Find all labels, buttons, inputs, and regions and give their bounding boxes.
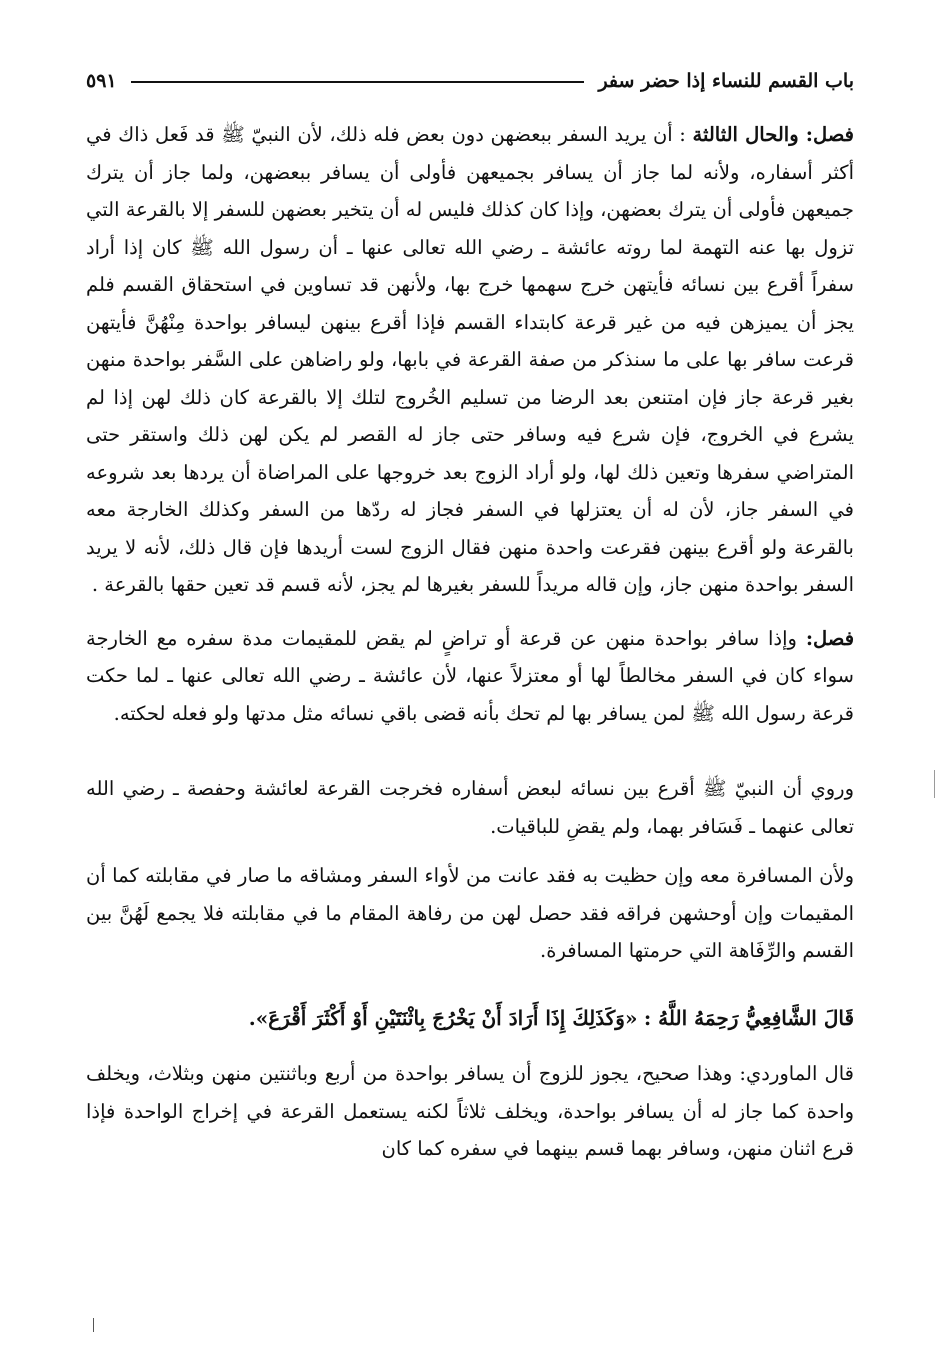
paragraph-text: قال الماوردي: وهذا صحيح، يجوز للزوج أن يسافر بواحدة من أربع وباثنتين منهن وبثلاث، ويخلف واحدة كما جاز له أن يسافر بواحدة، ويخلف ثلاثاً لكنه يستعمل القرعة في إخراج الواحدة فإذا قرع اثنان منهن، وسافر بهما قسم بينهما في سفره كما كان bbox=[86, 1062, 854, 1160]
paragraph-text: وروي أن النبيّ ﷺ أقرع بين نسائه لبعض أسفاره فخرجت القرعة لعائشة وحفصة ـ رضي الله تعالى عنهما ـ فَسَافر بهما، ولم يقضِ للباقيات. bbox=[86, 777, 854, 838]
book-page bbox=[86, 52, 854, 1342]
running-header bbox=[86, 52, 854, 92]
paragraph-narration bbox=[86, 770, 854, 845]
paragraph-reasoning bbox=[86, 857, 854, 970]
section-lead: فصل: والحال الثالثة bbox=[692, 123, 854, 146]
paragraph-traveling-wife bbox=[86, 620, 854, 733]
section-lead: فصل: bbox=[805, 626, 855, 650]
scan-artifact bbox=[93, 1318, 94, 1332]
quote-text: «وَكَذَلِكَ إِذَا أَرَادَ أَنْ يَخْرُجَ بِاثْنَتَيْنِ أَوْ أَكْثَرَ أَقْرَعَ». bbox=[248, 1005, 638, 1030]
paragraph-mawardi bbox=[86, 1055, 854, 1168]
shafii-quote bbox=[86, 1000, 854, 1038]
header-rule bbox=[131, 81, 585, 83]
paragraph-text: : أن يريد السفر ببعضهن دون بعض فله ذلك، لأن النبيّ ﷺ قد فَعل ذاك في أكثر أسفاره، ولأنه لما جاز أن يسافر بجميعهن فأولى أن يسافر ببعضهن، ولما جاز أن يترك جميعهن فأولى أن يترك بعضهن، وإذا كان كذلك فليس له أن يتخير بعضهن للسفر إلا بالقرعة التي تزول بها عنه التهمة لما روته عائشة ـ رضي الله تعالى عنها ـ أن رسول الله ﷺ كان إذا أراد سفراً أقرع بين نسائه فأيتهن خرج سهمها خرج بها، ولأنهن قد تساوين في استحقاق القسم فلم يجز أن يميزهن فيه من غير قرعة كابتداء القسم فإذا أقرع بينهن ليسافر بواحدة مِنْهُنَّ فأيتهن قرعت سافر بها على ما سنذكر من صفة القرعة في بابها، ولو راضاهن على السَّفر بواحدة منهن بغير قرعة جاز فإن امتنعن بعد الرضا من تسليم الخُروج لتلك إلا بالقرعة كان ذلك لهن إذا لم يشرع في الخروج، فإن شرع فيه وسافر حتى جاز له القصر لم يكن لهن ذلك واستقر حتى المتراضي سفرها وتعين ذلك لها، ولو أراد الزوج بعد خروجها على المراضاة أن يردها بعد شروعه في السفر جاز، لأن له أن يعتزلها في السفر فجاز له ردّها من السفر وكذلك الخارجة معه بالقرعة ولو أقرع بينهن فقرعت واحدة منهن فقال الزوج لست أريدها فإن قال ذلك، لأنه لا يريد السفر بواحدة منهن جاز، وإن قاله مريداً للسفر بغيرها لم يجز، لأنه قسم قد تعين حقها بالقرعة . bbox=[86, 123, 854, 596]
paragraph-text: ولأن المسافرة معه وإن حظيت به فقد عانت من لأواء السفر ومشاقه ما صار في مقابلته كما أن المقيمات وإن أوحشهن فراقه فقد حصل لهن من رفاهة المقام ما في مقابلته فلا يجمع لَهُنَّ بين القسم والرِّفَاهة التي حرمتها المسافرة. bbox=[86, 864, 854, 962]
paragraph-text: وإذا سافر بواحدة منهن عن قرعة أو تراضٍ لم يقض للمقيمات مدة سفره مع الخارجة سواء كان في السفر مخالطاً لها أو معتزلاً عنها، لأن عائشة ـ رضي الله تعالى عنها ـ لما حكت قرعة رسول الله ﷺ لمن يسافر بها لم تحك بأنه قضى باقي نسائه مثل مدتها ولو فعله لحكته. bbox=[86, 626, 854, 725]
page-number: ٥٩١ bbox=[86, 70, 117, 92]
chapter-title: باب القسم للنساء إذا حضر سفر bbox=[598, 70, 854, 92]
paragraph-third-case bbox=[86, 116, 854, 604]
scan-artifact bbox=[934, 770, 935, 798]
quote-attribution: قَالَ الشَّافِعِيُّ رَحِمَهُ اللَّهُ : bbox=[643, 1005, 854, 1030]
